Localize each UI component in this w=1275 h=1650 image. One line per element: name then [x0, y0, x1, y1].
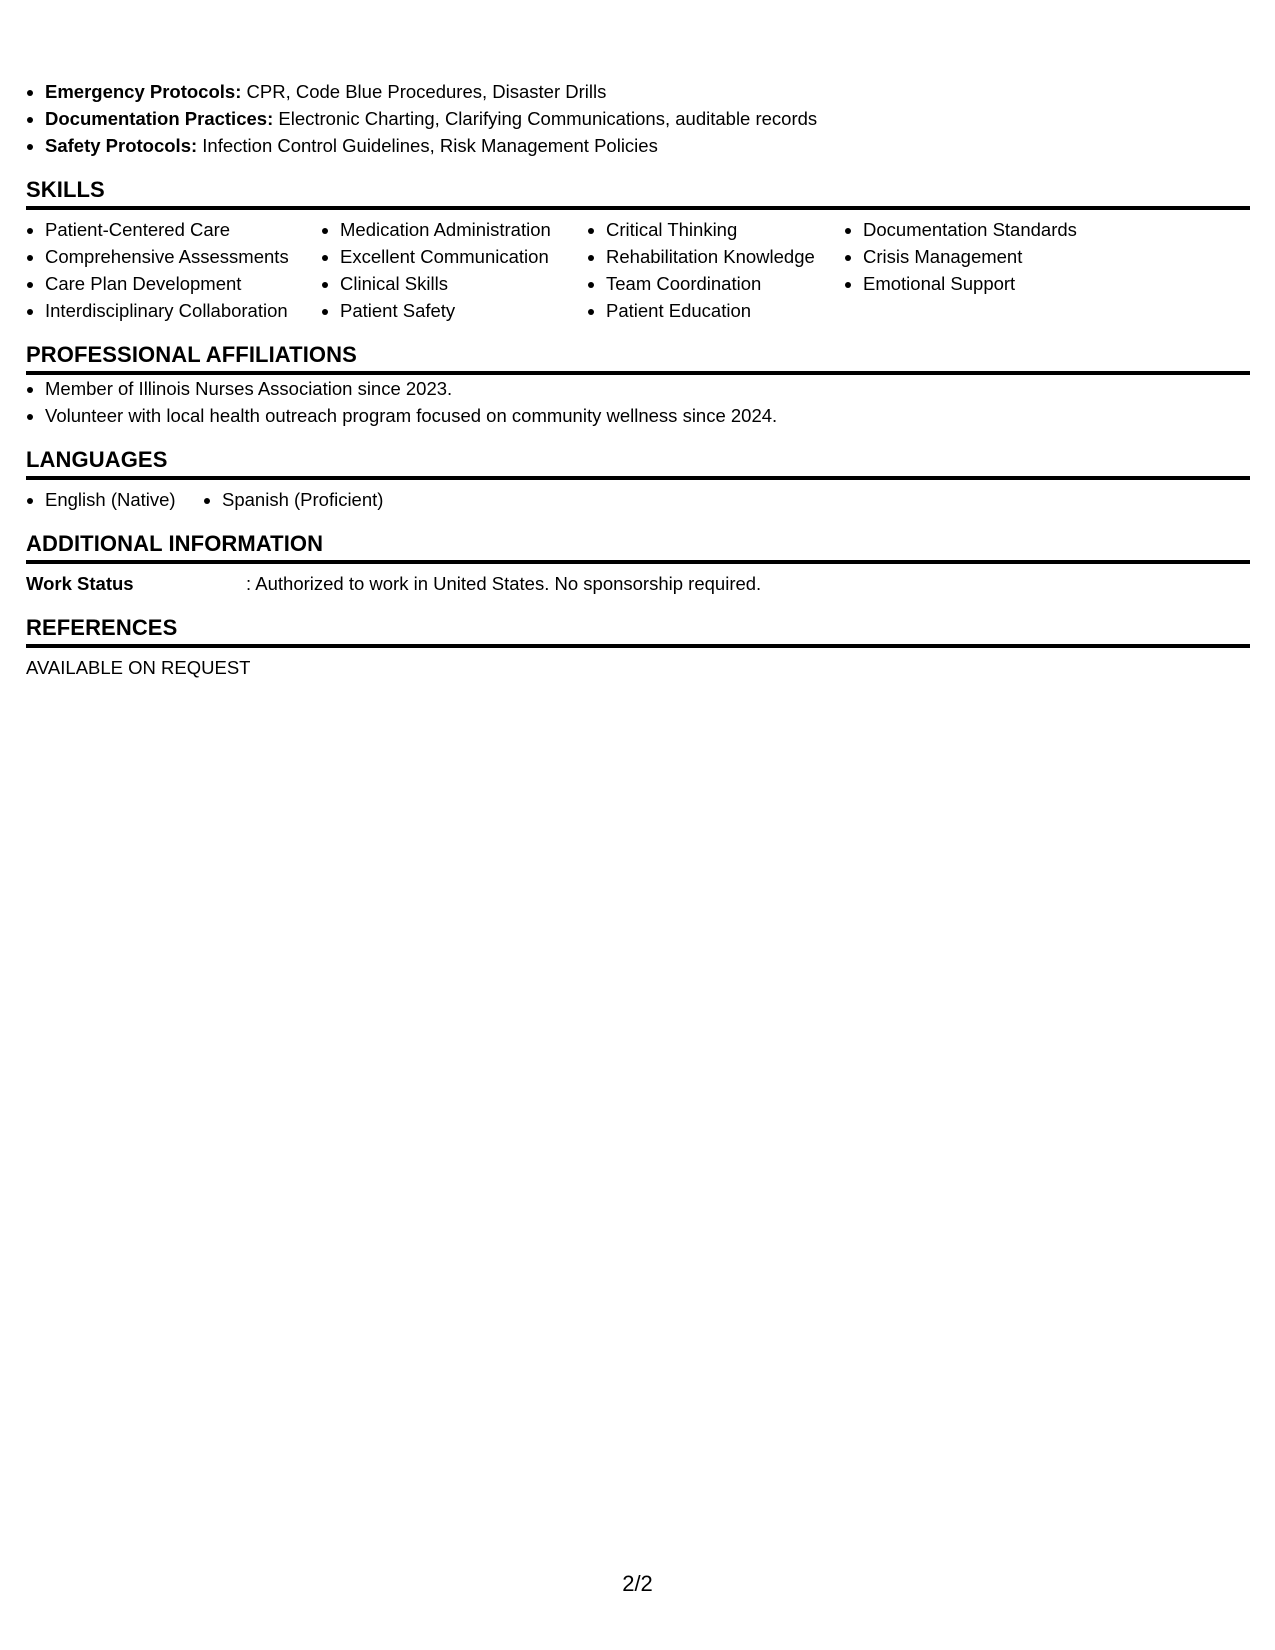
list-item: [45, 78, 1250, 105]
skill-item: • Critical Thinking: [606, 216, 844, 243]
references-heading: REFERENCES: [26, 614, 1250, 648]
skill-item: • Emotional Support: [863, 270, 1123, 297]
skill-item: • Rehabilitation Knowledge: [606, 243, 844, 270]
protocol-text: Electronic Charting, Clarifying Communications, auditable records: [273, 108, 818, 129]
language-column: [203, 486, 383, 513]
work-status-label: Work Status: [26, 573, 134, 594]
skills-column: [844, 216, 1123, 324]
skills-column: [587, 216, 844, 324]
protocols-list: [26, 78, 1250, 159]
affiliations-list: [26, 375, 1250, 429]
skills-column: [26, 216, 321, 324]
languages-section: [26, 446, 1250, 513]
additional-info-section: [26, 530, 1250, 597]
skill-item: • Medication Administration: [340, 216, 587, 243]
skills-grid: [26, 216, 1250, 324]
skill-item: • Documentation Standards: [863, 216, 1123, 243]
skill-item: • Excellent Communication: [340, 243, 587, 270]
skill-item: • Care Plan Development: [45, 270, 321, 297]
affiliations-section: [26, 341, 1250, 429]
skills-heading: SKILLS: [26, 176, 1250, 210]
list-item: [45, 105, 1250, 132]
skill-item: • Patient Education: [606, 297, 844, 324]
skill-item: • Patient-Centered Care: [45, 216, 321, 243]
skill-item: • Comprehensive Assessments: [45, 243, 321, 270]
language-column: [26, 486, 203, 513]
work-status-row: [26, 570, 1250, 597]
skill-item: • Interdisciplinary Collaboration: [45, 297, 321, 324]
skills-column: [321, 216, 587, 324]
protocol-label: Documentation Practices:: [45, 108, 274, 129]
page-number: 2/2: [622, 1571, 653, 1596]
affiliation-item: • Volunteer with local health outreach program focused on community wellness since 2024.: [45, 402, 1250, 429]
list-item: [45, 132, 1250, 159]
protocol-label: Emergency Protocols:: [45, 81, 242, 102]
protocol-text: Infection Control Guidelines, Risk Management Policies: [197, 135, 658, 156]
skill-item: • Patient Safety: [340, 297, 587, 324]
protocol-label: Safety Protocols:: [45, 135, 198, 156]
skill-item: • Team Coordination: [606, 270, 844, 297]
work-status-value: : Authorized to work in United States. No sponsorship required.: [246, 573, 762, 594]
skill-item: • Crisis Management: [863, 243, 1123, 270]
languages-heading: LANGUAGES: [26, 446, 1250, 480]
language-item: • English (Native): [45, 486, 203, 513]
references-text: AVAILABLE ON REQUEST: [26, 657, 251, 678]
resume-page: [26, 78, 1250, 681]
references-section: [26, 614, 1250, 681]
additional-info-heading: ADDITIONAL INFORMATION: [26, 530, 1250, 564]
language-item: • Spanish (Proficient): [222, 486, 383, 513]
affiliation-item: • Member of Illinois Nurses Association since 2023.: [45, 375, 1250, 402]
skill-item: • Clinical Skills: [340, 270, 587, 297]
protocol-text: CPR, Code Blue Procedures, Disaster Drills: [241, 81, 607, 102]
skills-section: [26, 176, 1250, 324]
languages-list: [26, 486, 1250, 513]
affiliations-heading: PROFESSIONAL AFFILIATIONS: [26, 341, 1250, 375]
